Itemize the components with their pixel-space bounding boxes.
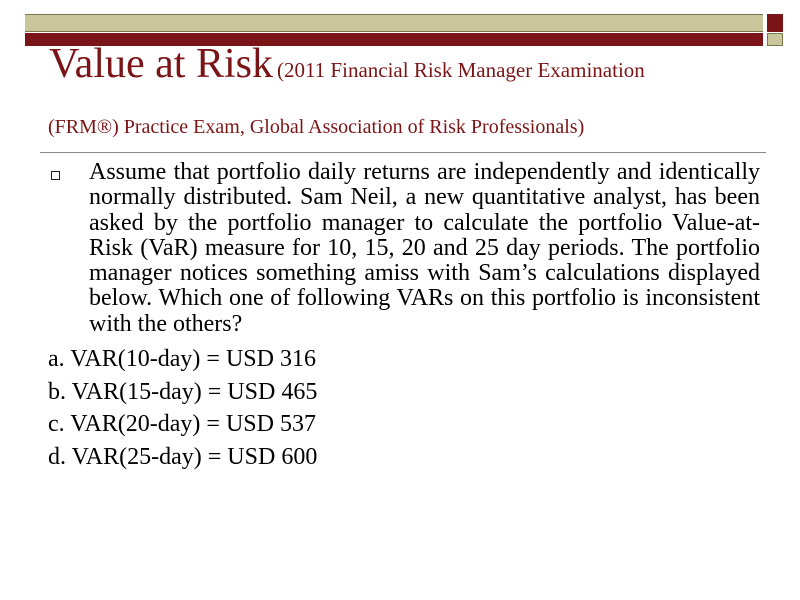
option-d: d. VAR(25-day) = USD 600	[48, 443, 318, 470]
slide-title	[49, 43, 645, 85]
title-main-text: Value at Risk	[49, 41, 273, 87]
option-a: a. VAR(10-day) = USD 316	[48, 346, 316, 373]
square-bullet-icon	[51, 171, 60, 180]
answer-options	[48, 343, 760, 473]
slide-body	[48, 160, 760, 473]
question-text: Assume that portfolio daily returns are independently and identically normally distributed. Sam Neil, a new quantitative analyst, has been asked by the portfolio manager to calculate the portfolio Value-at-Risk (VaR) measure for 10, 15, 20 and 25 day periods. The portfolio manager notices something amiss with Sam’s calculations displayed below. Which one of following VARs on this portfolio is inconsistent with the others?	[89, 159, 760, 337]
question-item	[48, 160, 760, 337]
title-subtitle-line2: (FRM®) Practice Exam, Global Association of Risk Professionals)	[48, 116, 585, 138]
title-divider	[40, 152, 766, 153]
option-c: c. VAR(20-day) = USD 537	[48, 411, 316, 438]
option-b: b. VAR(15-day) = USD 465	[48, 378, 318, 405]
title-subtitle-line1: (2011 Financial Risk Manager Examination	[276, 58, 645, 82]
corner-square-olive	[767, 33, 783, 46]
header-band-olive	[25, 14, 763, 32]
corner-square-maroon	[767, 14, 783, 32]
